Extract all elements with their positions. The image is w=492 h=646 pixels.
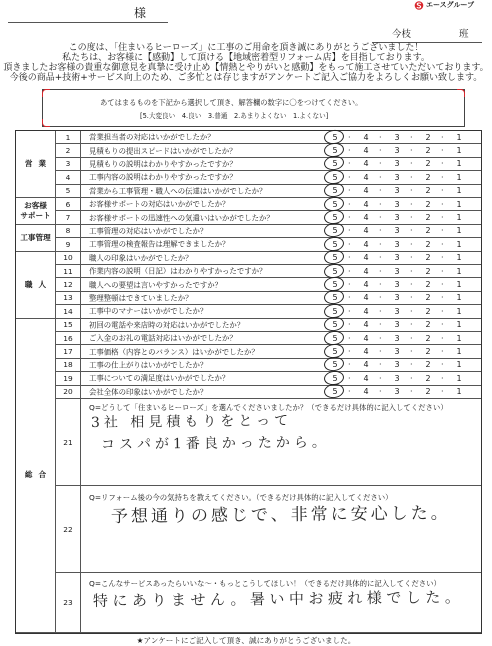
rating-option: 1 — [456, 306, 462, 316]
rating-option-circled: 5 · — [327, 158, 343, 169]
rating-option: 2 · — [420, 212, 436, 223]
question-number: 13 — [56, 292, 81, 304]
question-row — [56, 252, 481, 265]
question-number: 14 — [56, 305, 81, 317]
category-cell — [16, 131, 56, 198]
rating-options — [327, 332, 467, 344]
rating-option: 1 — [456, 320, 462, 330]
question-cell — [81, 211, 481, 223]
category-cell — [16, 252, 56, 319]
recipient-honorific: 様 — [134, 6, 147, 20]
rating-option: 2 · — [420, 172, 436, 183]
question-text: 職人の印象はいかがでしたか？ — [89, 253, 193, 263]
category-label: 工事管理 — [20, 232, 51, 242]
category-label: お客様 — [24, 200, 47, 210]
rating-options — [327, 225, 467, 237]
rating-option: 4 · — [358, 145, 374, 156]
question-number: 18 — [56, 359, 81, 371]
rating-option: 1 — [456, 347, 462, 357]
rating-option: 4 · — [358, 266, 374, 277]
intro-line: 頂きましたお客様の貴重な御意見を真摯に受け止め【情熱とやりがいと感動】をもって施工させていただいております。 — [3, 63, 489, 73]
question-number: 20 — [56, 386, 81, 398]
rating-option: 3 · — [389, 212, 405, 223]
rating-option: 4 · — [358, 292, 374, 303]
question-row — [56, 171, 481, 184]
question-text: 作業内容の説明（日記）はわかりやすかったですか？ — [89, 266, 267, 276]
question-cell — [81, 198, 481, 210]
rating-option: 4 · — [358, 239, 374, 250]
rating-option: 4 · — [358, 199, 374, 210]
rating-option-circled: 5 · — [327, 306, 343, 317]
question-cell — [81, 144, 481, 156]
rating-options — [327, 171, 467, 183]
rating-option: 2 · — [420, 319, 436, 330]
rating-option: 4 · — [358, 386, 374, 397]
rating-option: 1 — [456, 280, 462, 290]
question-text: 工事内容の説明はわかりやすかったですか？ — [89, 172, 237, 182]
category-cell — [16, 198, 56, 225]
question-text: 見積もりの提出スピードはいかがでしたか？ — [89, 146, 237, 156]
rating-option-circled: 5 · — [327, 252, 343, 263]
rating-option-circled: 5 · — [327, 279, 343, 290]
question-row — [56, 332, 481, 345]
question-cell — [81, 131, 481, 143]
rating-option: 3 · — [389, 252, 405, 263]
rating-option: 1 — [456, 360, 462, 370]
rating-option: 2 · — [420, 225, 436, 236]
question-number: 11 — [56, 265, 81, 277]
question-number: 17 — [56, 345, 81, 357]
rating-option: 4 · — [358, 306, 374, 317]
rating-option: 4 · — [358, 279, 374, 290]
question-cell — [81, 265, 481, 277]
question-row — [56, 158, 481, 171]
rating-option: 2 · — [420, 266, 436, 277]
question-row — [56, 185, 481, 198]
question-row — [56, 144, 481, 157]
rating-option-circled: 5 · — [327, 359, 343, 370]
question-number: 8 — [56, 225, 81, 237]
rating-options — [327, 211, 467, 223]
red-corner-mark — [42, 89, 50, 97]
question-number: 5 — [56, 185, 81, 197]
open-question-cell — [81, 573, 481, 632]
rating-option: 3 · — [389, 346, 405, 357]
question-text: 職人への要望は言いやすかったですか？ — [89, 280, 223, 290]
question-text: ご入金のお礼の電話対応はいかがでしたか？ — [89, 333, 237, 343]
question-number: 2 — [56, 144, 81, 156]
question-number: 3 — [56, 158, 81, 170]
rating-option: 4 · — [358, 373, 374, 384]
question-text: 整理整頓はできていましたか？ — [89, 293, 193, 303]
question-number: 16 — [56, 332, 81, 344]
rating-option: 1 — [456, 199, 462, 209]
question-number: 6 — [56, 198, 81, 210]
question-number: 10 — [56, 252, 81, 264]
question-number: 23 — [56, 573, 81, 632]
rating-option: 2 · — [420, 185, 436, 196]
rating-options — [327, 158, 467, 170]
question-number: 9 — [56, 238, 81, 250]
rating-option: 3 · — [389, 279, 405, 290]
open-question-row — [56, 399, 481, 486]
question-cell — [81, 278, 481, 290]
rating-options — [327, 238, 467, 250]
ace-group-logo-icon — [414, 1, 424, 10]
question-cell — [81, 171, 481, 183]
rating-option: 1 — [456, 293, 462, 303]
rating-option: 3 · — [389, 199, 405, 210]
rating-option: 1 — [456, 266, 462, 276]
handwritten-answer: 特にありません。暑い中お疲れ様でした。 — [92, 588, 465, 610]
rating-option: 3 · — [389, 373, 405, 384]
rating-option: 2 · — [420, 386, 436, 397]
rating-options — [327, 319, 467, 331]
rating-option: 1 — [456, 387, 462, 397]
question-text: 工事価格（内容とのバランス）はいかがでしたか？ — [89, 347, 259, 357]
question-number: 1 — [56, 131, 81, 143]
rating-option: 1 — [456, 159, 462, 169]
handwritten-answer: 予想通りの感じで、非常に安心した。 — [110, 503, 451, 527]
rating-options — [327, 252, 467, 264]
rating-options — [327, 345, 467, 357]
question-text: 工事の仕上がりはいかがでしたか？ — [89, 360, 208, 370]
rating-option: 4 · — [358, 225, 374, 236]
rating-option-circled: 5 · — [327, 386, 343, 397]
question-number: 12 — [56, 278, 81, 290]
question-cell — [81, 332, 481, 344]
category-label: 職人 — [24, 279, 53, 289]
rating-option-circled: 5 · — [327, 239, 343, 250]
question-cell — [81, 359, 481, 371]
rating-option: 2 · — [420, 239, 436, 250]
open-question-prompt: Q=どうして「住まいるヒーローズ」を選んでくださいましたか？（できるだけ具体的に記入してください） — [89, 403, 448, 412]
rating-option: 2 · — [420, 279, 436, 290]
question-row — [56, 345, 481, 358]
rating-option: 4 · — [358, 333, 374, 344]
rating-option: 3 · — [389, 386, 405, 397]
question-cell — [81, 372, 481, 384]
rating-options — [327, 305, 467, 317]
footer-thanks: ★アンケートにご記入して頂き、誠にありがとうございました。 — [136, 636, 356, 645]
category-label: サポート — [20, 210, 51, 220]
question-row — [56, 359, 481, 372]
open-question-prompt: Q=こんなサービスあったらいいな～・もっとこうしてほしい！（できるだけ具体的に記入してください） — [89, 579, 441, 588]
rating-scale-legend: [5.大変良い 4.良い 3.普通 2.あまりよくない 1.よくない] — [140, 112, 329, 120]
rating-option-circled: 5 · — [327, 172, 343, 183]
question-text: 初回の電話や来店時の対応はいかがでしたか？ — [89, 320, 245, 330]
rating-option-circled: 5 · — [327, 319, 343, 330]
rating-option-circled: 5 · — [327, 346, 343, 357]
category-cell — [16, 225, 56, 252]
question-row — [56, 386, 481, 399]
question-cell — [81, 292, 481, 304]
question-row — [56, 238, 481, 251]
rating-options — [327, 185, 467, 197]
question-text: お客様サポートの迅速性への気遣いはいかがでしたか？ — [89, 213, 274, 223]
question-number: 19 — [56, 372, 81, 384]
question-number: 22 — [56, 486, 81, 572]
question-number: 7 — [56, 211, 81, 223]
rating-option: 3 · — [389, 292, 405, 303]
rating-option: 4 · — [358, 185, 374, 196]
handwritten-answer: 3社 相見積もりをとって — [90, 412, 293, 431]
question-cell — [81, 319, 481, 331]
question-text: お客様サポートの対応はいかがでしたか？ — [89, 199, 230, 209]
open-question-row — [56, 486, 481, 573]
rating-option: 3 · — [389, 359, 405, 370]
rating-options — [327, 386, 467, 398]
question-cell — [81, 345, 481, 357]
question-cell — [81, 225, 481, 237]
red-corner-mark — [42, 119, 50, 127]
rating-option: 4 · — [358, 212, 374, 223]
rating-option: 1 — [456, 172, 462, 182]
rating-option: 2 · — [420, 373, 436, 384]
rating-option: 2 · — [420, 346, 436, 357]
intro-line: 今後の商品+技術+サービス向上のため、ご多忙とは存じますがアンケートご記入ご協力をよろしくお願い致します。 — [9, 73, 483, 83]
rating-option-circled: 5 · — [327, 292, 343, 303]
rating-option-circled: 5 · — [327, 373, 343, 384]
question-text: 工事中のマナーはいかがでしたか？ — [89, 306, 208, 316]
open-question-prompt: Q=リフォーム後の今の気持ちを教えてください。（できるだけ具体的に記入してください） — [89, 493, 393, 502]
rating-option: 3 · — [389, 239, 405, 250]
question-number: 4 — [56, 171, 81, 183]
rating-option: 3 · — [389, 132, 405, 143]
question-text: 営業担当者の対応はいかがでしたか？ — [89, 132, 215, 142]
ace-group-logo-text: エースグループ — [426, 1, 475, 9]
rating-option: 2 · — [420, 132, 436, 143]
rating-options — [327, 372, 467, 384]
rating-option: 2 · — [420, 292, 436, 303]
open-question-cell — [81, 399, 481, 485]
question-text: 会社全体の印象はいかがでしたか？ — [89, 387, 208, 397]
question-cell — [81, 386, 481, 398]
question-cell — [81, 305, 481, 317]
question-text: 工事管理の対応はいかがでしたか？ — [89, 226, 208, 236]
rating-option: 1 — [456, 333, 462, 343]
rating-option-circled: 5 · — [327, 145, 343, 156]
question-row — [56, 278, 481, 291]
rating-option: 3 · — [389, 266, 405, 277]
rating-option: 1 — [456, 146, 462, 156]
rating-option: 3 · — [389, 158, 405, 169]
staff-name: 今枝 — [392, 29, 412, 40]
rating-option: 2 · — [420, 199, 436, 210]
question-row — [56, 305, 481, 318]
question-number: 21 — [56, 399, 81, 485]
rating-option: 2 · — [420, 145, 436, 156]
rating-option: 4 · — [358, 252, 374, 263]
rating-option-circled: 5 · — [327, 199, 343, 210]
rating-option-circled: 5 · — [327, 333, 343, 344]
rating-option: 3 · — [389, 145, 405, 156]
rating-option: 2 · — [420, 252, 436, 263]
question-row — [56, 211, 481, 224]
question-cell — [81, 158, 481, 170]
rating-option: 2 · — [420, 359, 436, 370]
rating-options — [327, 359, 467, 371]
rating-option-circled: 5 · — [327, 212, 343, 223]
rating-option: 1 — [456, 253, 462, 263]
category-cell — [16, 319, 56, 633]
question-row — [56, 225, 481, 238]
intro-line: 私たちは、お客様に【感動】して頂ける【地域密着型リフォーム店】を目指しております。 — [62, 53, 430, 63]
rating-options — [327, 144, 467, 156]
survey-table — [15, 130, 482, 634]
category-label: 総合 — [24, 470, 53, 480]
rating-option: 3 · — [389, 185, 405, 196]
instruction-box — [42, 89, 465, 127]
rating-option: 4 · — [358, 132, 374, 143]
question-row — [56, 319, 481, 332]
rating-option: 2 · — [420, 158, 436, 169]
handwritten-answer: コスパが1番良かったから。 — [100, 434, 330, 453]
rating-options — [327, 292, 467, 304]
rating-option: 4 · — [358, 158, 374, 169]
instruction-text: あてはまるものを下記から選択して頂き、解答欄の数字に〇をつけてください。 — [100, 98, 363, 107]
team-label: 班 — [459, 29, 469, 40]
red-corner-mark — [457, 89, 465, 97]
question-text: 見積もりの説明はわかりやすかったですか？ — [89, 159, 237, 169]
question-row — [56, 265, 481, 278]
rating-option: 3 · — [389, 319, 405, 330]
rating-option: 3 · — [389, 333, 405, 344]
rating-option: 4 · — [358, 359, 374, 370]
question-text: 工事管理の検査報告は理解できましたか？ — [89, 239, 230, 249]
rating-option: 1 — [456, 213, 462, 223]
question-cell — [81, 238, 481, 250]
question-cell — [81, 185, 481, 197]
rating-option-circled: 5 · — [327, 132, 343, 143]
rating-option-circled: 5 · — [327, 185, 343, 196]
question-row — [56, 292, 481, 305]
rating-options — [327, 131, 467, 143]
rating-option: 4 · — [358, 346, 374, 357]
rating-option: 1 — [456, 239, 462, 249]
open-question-row — [56, 573, 481, 633]
recipient-name-line — [8, 22, 168, 23]
question-text: 営業から工事管理・職人への伝達はいかがでしたか？ — [89, 186, 267, 196]
rating-option-circled: 5 · — [327, 225, 343, 236]
question-number: 15 — [56, 319, 81, 331]
rating-options — [327, 278, 467, 290]
rating-options — [327, 265, 467, 277]
question-row — [56, 372, 481, 385]
question-text: 工事についての満足度はいかがでしたか？ — [89, 373, 230, 383]
rating-option: 3 · — [389, 225, 405, 236]
intro-line: この度は、「住まいるヒーローズ」に工事のご用命を頂き誠にありがとうございました！ — [68, 43, 424, 53]
question-row — [56, 131, 481, 144]
open-question-cell — [81, 486, 481, 572]
rating-option: 3 · — [389, 172, 405, 183]
rating-option: 2 · — [420, 306, 436, 317]
rating-option: 4 · — [358, 172, 374, 183]
category-label: 営業 — [24, 159, 53, 168]
rating-options — [327, 198, 467, 210]
rating-option: 2 · — [420, 333, 436, 344]
rating-option: 4 · — [358, 319, 374, 330]
rating-option: 1 — [456, 373, 462, 383]
rating-option-circled: 5 · — [327, 266, 343, 277]
rating-option: 3 · — [389, 306, 405, 317]
question-cell — [81, 252, 481, 264]
rating-option: 1 — [456, 226, 462, 236]
question-row — [56, 198, 481, 211]
rating-option: 1 — [456, 132, 462, 142]
rating-option: 1 — [456, 186, 462, 196]
